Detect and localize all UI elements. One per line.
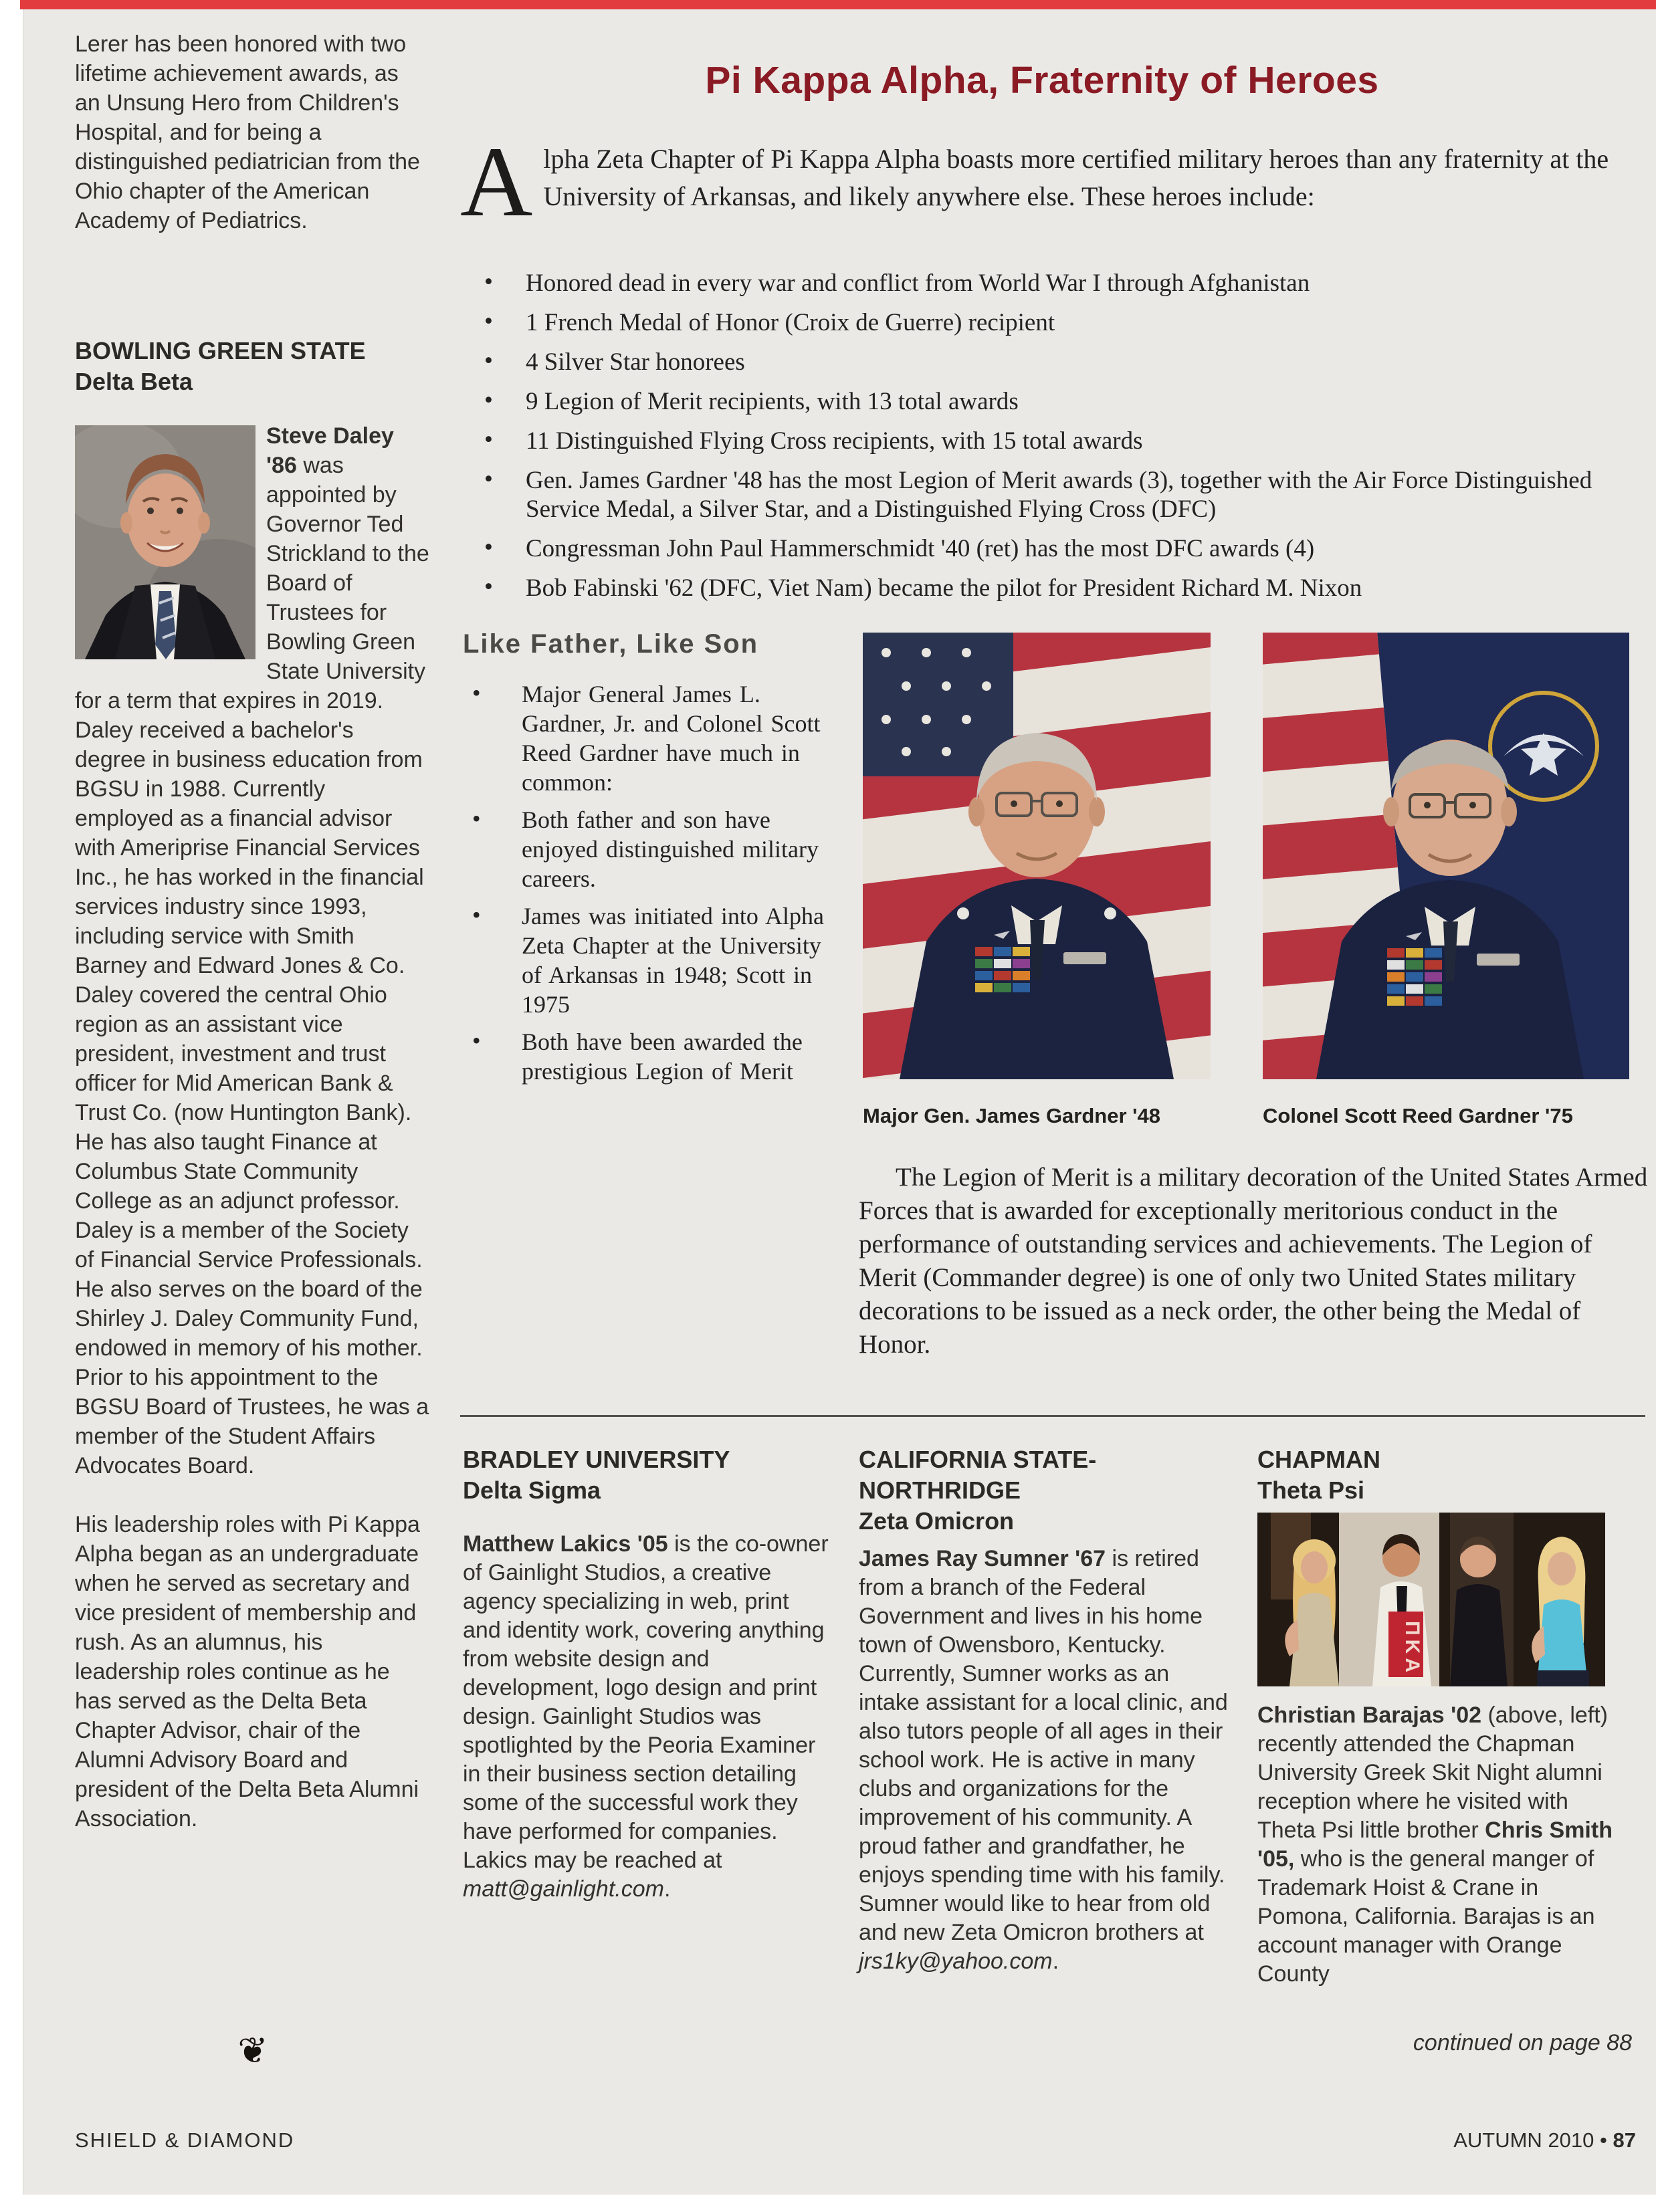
issue-label: AUTUMN 2010 [1453, 2128, 1594, 2152]
page-edge-bottom [0, 2195, 1656, 2212]
chapter-heading [1257, 1444, 1632, 1506]
alumnus-name: Christian Barajas '02 [1257, 1702, 1482, 1728]
daley-leadership-paragraph: His leadership roles with Pi Kappa Alpha began as an undergraduate when he served as secretary and vice president of membership and rush. As an alumnus, his leadership roles continue as he has served as the Delta Beta Chapter Advisor, chair of the Alumni Advisory Board and president of the Delta Beta Alumni Association. [75, 1512, 420, 1832]
intro-text: lpha Zeta Chapter of Pi Kappa Alpha boasts more certified military heroes than any fraternity at the University of Arkansas, and likely anywhere else. These heroes include: [543, 144, 1609, 211]
dropcap-a: A [460, 126, 533, 237]
chapter-heading [859, 1444, 1231, 1537]
section-heading: Like Father, Like Son [463, 629, 759, 659]
list-item: • Major General James L. Gardner, Jr. and Colonel Scott Reed Gardner have much in common: [463, 679, 837, 797]
section-divider [460, 1415, 1645, 1417]
scott-gardner-photo [1263, 633, 1629, 1079]
page-number: 87 [1613, 2128, 1636, 2152]
heroes-bullet-list [460, 269, 1651, 613]
chapter-school: CHAPMAN [1257, 1446, 1380, 1473]
list-item: • Honored dead in every war and conflict from World War I through Afghanistan [460, 269, 1651, 298]
alumni-note: Christian Barajas '02 (above, left) recently attended the Chapman University Greek Skit Night alumni reception where he visited with Theta Psi little brother Chris Smith '05, who is the general manger of Trademark Hoist & Crane in Pomona, California. Barajas is an account manager with Orange County [1257, 1702, 1613, 1987]
left-column [75, 29, 429, 1834]
chapter-name: Delta Beta [75, 368, 193, 395]
email-text: matt@gainlight.com [463, 1876, 664, 1902]
alumnus-name: James Ray Sumner '67 [859, 1546, 1106, 1571]
like-father-like-son-section [463, 629, 837, 1094]
alumnus-name: Chris Smith '05, [1257, 1817, 1613, 1872]
page-title: Pi Kappa Alpha, Fraternity of Heroes [705, 59, 1379, 102]
list-item: • 11 Distinguished Flying Cross recipients, with 15 total awards [460, 427, 1651, 455]
chapter-name: Delta Sigma [463, 1476, 601, 1504]
james-gardner-photo [863, 633, 1211, 1079]
chapter-school: BOWLING GREEN STATE [75, 337, 366, 364]
list-item: • 1 French Medal of Honor (Croix de Guerre) recipient [460, 308, 1651, 337]
pka-sign-letters: ΠΚΑ [1401, 1621, 1423, 1676]
page-edge-left [0, 0, 23, 2212]
chapter-name: Zeta Omicron [859, 1507, 1015, 1535]
chapter-school: CALIFORNIA STATE-NORTHRIDGE [859, 1446, 1097, 1504]
email-text: jrs1ky@yahoo.com [859, 1949, 1053, 1974]
chapter-school: BRADLEY UNIVERSITY [463, 1446, 730, 1473]
list-item: • Both have been awarded the prestigious Legion of Merit [463, 1027, 837, 1086]
photo-caption: Colonel Scott Reed Gardner '75 [1263, 1104, 1573, 1127]
alumnus-name: Matthew Lakics '05 [463, 1531, 668, 1557]
pike-heart-ornament-icon: ❦ [237, 2031, 268, 2071]
list-item: • Gen. James Gardner '48 has the most Legion of Merit awards (3), together with the Air Force Distinguished Service Medal, a Silver Star, and a Distinguished Flying Cross (DFC) [460, 466, 1651, 524]
daley-name: Steve Daley '86 [266, 423, 394, 478]
column-chapman [1257, 1444, 1632, 2058]
top-red-bar [20, 0, 1656, 9]
alumni-note: Matthew Lakics '05 is the co-owner of Gainlight Studios, a creative agency specializing in web, print and identity work, covering anything from website design and development, logo design and print design. Gainlight Studios was spotlighted by the Peoria Examiner in their business section detailing some of the successful work they have performed for companies. Lakics may be reached at matt@gainlight.com. [463, 1531, 829, 1902]
list-item: • Both father and son have enjoyed distinguished military careers. [463, 805, 837, 893]
alumni-note: James Ray Sumner '67 is retired from a branch of the Federal Government and lives in his home town of Owensboro, Kentucky. Currently, Sumner works as an intake assistant for a local clinic, and also tutors people of all ages in their school work. He is active in many clubs and organizations for the improvement of his community. A proud father and grandfather, he enjoys spending time with his family. Sumner would like to hear from old and new Zeta Omicron brothers at jrs1ky@yahoo.com. [859, 1546, 1228, 1974]
continued-note: continued on page 88 [1413, 2030, 1632, 2056]
daley-bio-text: was appointed by Governor Ted Strickland to the Board of Trustees for Bowling Green State University for a term that expires in 2019. Daley received a bachelor's degree in business education from BGSU in 1988. Currently employed as a financial advisor with Ameriprise Financial Services Inc., he has worked in the financial services industry since 1993, including service with Smith Barney and Edward Jones & Co. Daley covered the central Ohio region as an assistant vice president, investment and trust officer for Mid American Bank & Trust Co. (now Huntington Bank). He has also taught Finance at Columbus State Community College as an adjunct professor. Daley is a member of the Society of Financial Service Professionals. He also serves on the board of the Shirley J. Daley Community Fund, endowed in memory of his mother. Prior to his appointment to the BGSU Board of Trustees, he was a member of the Student Affairs Advocates Board. [75, 453, 429, 1478]
list-item: • 4 Silver Star honorees [460, 348, 1651, 376]
article-intro [460, 126, 1639, 237]
list-item: • James was initiated into Alpha Zeta Chapter at the University of Arkansas in 1948; Scott in 1975 [463, 901, 837, 1019]
father-son-bullet-list [463, 679, 837, 1086]
column-bradley [463, 1444, 832, 1904]
section-title-bowling-green [75, 336, 429, 397]
chapter-name: Theta Psi [1257, 1476, 1365, 1504]
lerer-paragraph: Lerer has been honored with two lifetime achievement awards, as an Unsung Hero from Children's Hospital, and for being a distinguished pediatrician from the Ohio chapter of the American Academy of Pediatrics. [75, 31, 420, 233]
issue-page-footer [1453, 2128, 1636, 2152]
legion-of-merit-paragraph: The Legion of Merit is a military decoration of the United States Armed Forces that is awarded for exceptionally meritorious conduct in the performance of outstanding services and achievements. The Legion of Merit (Commander degree) is one of only two United States military decorations to be issued as a neck order, the other being the Medal of Honor. [859, 1163, 1648, 1359]
footer-separator: • [1600, 2128, 1607, 2152]
list-item: • Bob Fabinski '62 (DFC, Viet Nam) became the pilot for President Richard M. Nixon [460, 574, 1651, 602]
column-cal-state-northridge [859, 1444, 1231, 1976]
photo-caption: Major Gen. James Gardner '48 [863, 1104, 1161, 1127]
magazine-name-footer: SHIELD & DIAMOND [75, 2128, 295, 2152]
list-item: • 9 Legion of Merit recipients, with 13 total awards [460, 387, 1651, 416]
chapter-heading [463, 1444, 832, 1506]
list-item: • Congressman John Paul Hammerschmidt '40 (ret) has the most DFC awards (4) [460, 534, 1651, 563]
steve-daley-photo [75, 425, 255, 659]
ribbon-rack [1387, 948, 1442, 1006]
chapman-group-photo [1257, 1513, 1605, 1686]
daley-bio [75, 421, 429, 1480]
